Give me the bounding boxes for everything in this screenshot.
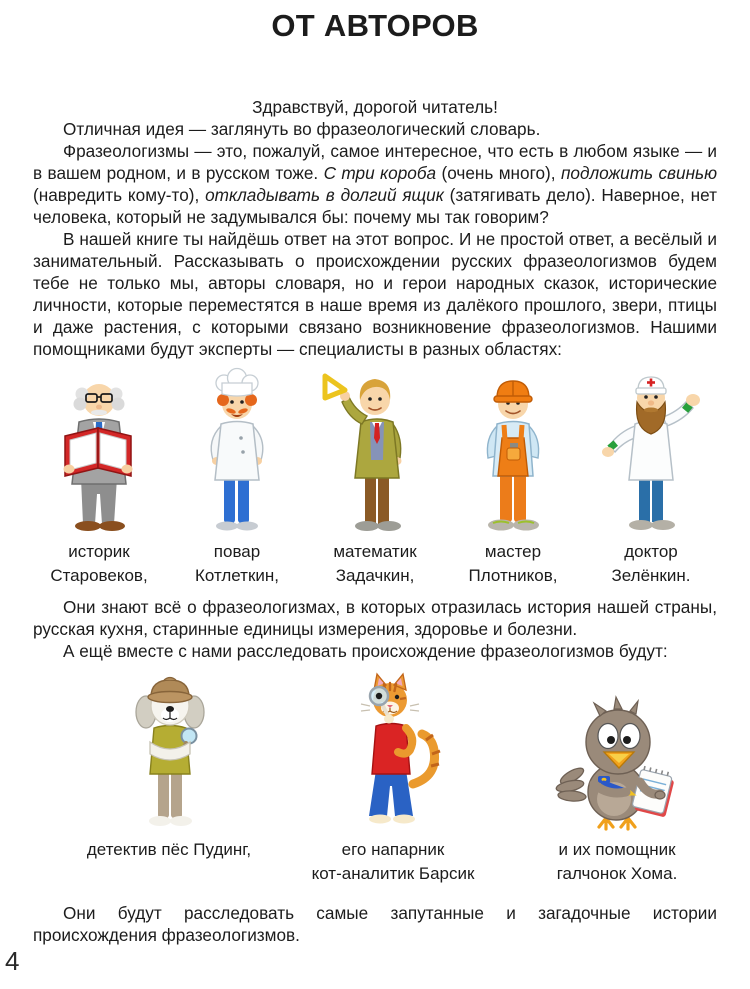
mathematician-icon	[309, 366, 441, 538]
historian-illustration	[33, 366, 165, 538]
mathematician-illustration	[309, 366, 441, 538]
expert-label-builder	[447, 540, 579, 588]
paragraph-idioms	[33, 140, 717, 228]
expert-label-doctor	[585, 540, 717, 588]
chef-illustration	[171, 366, 303, 538]
jackdaw-chick-icon	[542, 692, 692, 832]
expert-label-chef	[171, 540, 303, 588]
analyst-cat-icon	[318, 666, 468, 832]
expert-label-mathematician	[309, 540, 441, 588]
idioms-text-1: Фразеологизмы — это, пожалуй, самое интересное, что есть в любом языке — и в вашем родном, и в русском тоже.	[33, 141, 717, 183]
expert-name: Старовеков,	[50, 566, 148, 585]
jackdaw-chick-illustration	[517, 692, 717, 832]
detective-dog-illustration	[69, 666, 269, 832]
chef-icon	[171, 366, 303, 538]
idiom-phrase-1: С три короба	[323, 163, 437, 183]
paragraph-outro: Они будут расследовать самые запутанные и загадочные истории происхождения фразеологизмов.	[33, 903, 717, 945]
expert-name: Задачкин,	[335, 566, 415, 585]
detective-label-line2: кот-аналитик Барсик	[311, 864, 475, 883]
detectives-illustrations-row	[33, 666, 717, 832]
expert-role: доктор	[624, 542, 678, 561]
historian-icon	[33, 366, 165, 538]
paragraph-they-know: Они знают всё о фразеологизмах, в которых отразилась история нашей страны, русская кухня, старинные единицы измерения, здоровье и болезни.	[33, 597, 717, 639]
detectives-labels-row	[33, 838, 717, 886]
outro-text	[33, 902, 717, 946]
jackdaw-chick-label	[517, 838, 717, 886]
expert-name: Плотников,	[468, 566, 558, 585]
idioms-text-3: (навредить кому-то),	[33, 185, 206, 205]
greeting-line: Здравствуй, дорогой читатель!	[252, 97, 498, 117]
idioms-text-4: (затягивать дело). Наверное, нет человека, который не задумывался бы: почему мы так говорим?	[33, 185, 717, 227]
expert-label-historian	[33, 540, 165, 588]
expert-role: мастер	[484, 542, 542, 561]
builder-illustration	[447, 366, 579, 538]
detective-dog-icon	[94, 666, 244, 832]
paragraph-book: В нашей книге ты найдёшь ответ на этот вопрос. И не простой ответ, а весёлый и занимательный. Рассказывать о происхождении русских фразеологизмов будем тебе не только мы, авторы словаря, но и герои народных сказок, исторические личности, которые переместятся в наше время из далёкого прошлого, звери, птицы и даже растения, с которыми связано возникновение фразеологизмов. Нашими помощниками будут эксперты — специалисты в разных областях:	[33, 229, 717, 359]
builder-icon	[447, 366, 579, 538]
detective-label-line2: галчонок Хома.	[556, 864, 678, 883]
page-title: ОТ АВТОРОВ	[271, 8, 479, 43]
doctor-illustration	[585, 366, 717, 538]
expert-name: Котлеткин,	[194, 566, 280, 585]
experts-illustrations-row	[33, 366, 717, 538]
analyst-cat-label	[293, 838, 493, 886]
page-number: 4	[5, 946, 20, 976]
expert-role: повар	[213, 542, 261, 561]
idioms-text-2: (очень много),	[436, 163, 561, 183]
experts-labels-row	[33, 540, 717, 588]
paragraph-also-with-us: А ещё вместе с нами расследовать происхождение фразеологизмов будут:	[63, 641, 668, 661]
analyst-cat-illustration	[293, 666, 493, 832]
expert-role: математик	[333, 542, 417, 561]
paragraph-idea: Отличная идея — заглянуть во фразеологический словарь.	[63, 119, 541, 139]
intro-text	[33, 96, 717, 360]
detective-label-line1: его напарник	[341, 840, 445, 859]
doctor-icon	[585, 366, 717, 538]
expert-name: Зелёнкин.	[611, 566, 691, 585]
detective-label-line1: детектив пёс Пудинг,	[86, 840, 252, 859]
middle-text	[33, 596, 717, 662]
detective-label-line1: и их помощник	[558, 840, 676, 859]
expert-role: историк	[68, 542, 130, 561]
detective-dog-label	[69, 838, 269, 886]
idiom-phrase-2: подложить свинью	[560, 163, 718, 183]
idiom-phrase-3: откладывать в долгий ящик	[205, 185, 444, 205]
